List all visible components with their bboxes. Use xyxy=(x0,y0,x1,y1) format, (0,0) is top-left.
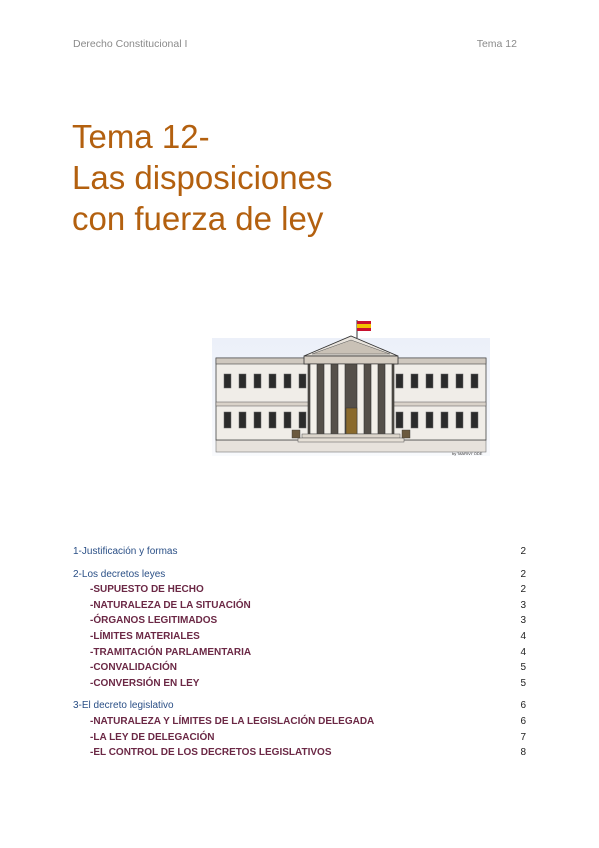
toc-subitem-label: -LA LEY DE DELEGACIÓN xyxy=(90,731,215,743)
toc-page-number: 4 xyxy=(520,646,526,658)
flag-icon xyxy=(357,320,371,338)
toc-subitem-row[interactable] xyxy=(73,645,526,661)
toc-page-number: 7 xyxy=(520,731,526,743)
header-topic: Tema 12 xyxy=(476,38,517,50)
toc-subitem-label: -NATURALEZA Y LÍMITES DE LA LEGISLACIÓN DELEGADA xyxy=(90,715,375,727)
toc-subitem-row[interactable] xyxy=(73,613,526,629)
toc-page-number: 6 xyxy=(520,715,526,727)
table-of-contents xyxy=(73,544,526,761)
toc-subitem-row[interactable] xyxy=(73,660,526,676)
toc-section-row[interactable] xyxy=(73,698,526,714)
toc-section-row[interactable] xyxy=(73,567,526,583)
toc-page-number: 2 xyxy=(520,584,526,596)
toc-page-number: 8 xyxy=(520,747,526,759)
toc-subitem-row[interactable] xyxy=(73,676,526,692)
title-line-3: con fuerza de ley xyxy=(72,200,324,237)
congress-building-illustration xyxy=(212,316,490,460)
toc-subitem-row[interactable] xyxy=(73,629,526,645)
illustration-signature: by 'MARIVI' ODE xyxy=(452,451,483,456)
header-course: Derecho Constitucional I xyxy=(73,38,188,50)
toc-subitem-row[interactable] xyxy=(73,745,526,761)
toc-page-number: 3 xyxy=(520,615,526,627)
toc-subitem-label: -SUPUESTO DE HECHO xyxy=(90,584,204,596)
toc-section-label: 3-El decreto legislativo xyxy=(73,700,174,712)
toc-subitem-label: -LÍMITES MATERIALES xyxy=(90,630,200,642)
toc-section-label: 2-Los decretos leyes xyxy=(73,568,166,580)
toc-gap xyxy=(73,691,526,698)
toc-page-number: 5 xyxy=(520,662,526,674)
page-header xyxy=(73,38,517,50)
title-line-2: Las disposiciones xyxy=(72,159,333,196)
toc-subitem-label: -CONVALIDACIÓN xyxy=(90,662,178,674)
page-title xyxy=(72,116,333,239)
toc-page-number: 2 xyxy=(520,546,526,557)
toc-section-label: 1-Justificación y formas xyxy=(73,546,178,557)
toc-subitem-row[interactable] xyxy=(73,714,526,730)
toc-page-number: 3 xyxy=(520,599,526,611)
title-line-1: Tema 12- xyxy=(72,118,210,155)
toc-subitem-label: -TRAMITACIÓN PARLAMENTARIA xyxy=(90,646,252,658)
toc-gap xyxy=(73,560,526,567)
toc-page-number: 6 xyxy=(520,700,526,712)
toc-subitem-row[interactable] xyxy=(73,730,526,746)
toc-page-number: 4 xyxy=(520,630,526,642)
toc-page-number: 2 xyxy=(520,568,526,580)
toc-subitem-label: -ÓRGANOS LEGITIMADOS xyxy=(90,615,218,627)
toc-subitem-row[interactable] xyxy=(73,582,526,598)
toc-subitem-label: -NATURALEZA DE LA SITUACIÓN xyxy=(90,599,251,611)
toc-subitem-label: -EL CONTROL DE LOS DECRETOS LEGISLATIVOS xyxy=(90,747,332,759)
toc-subitem-row[interactable] xyxy=(73,598,526,614)
toc-section-row[interactable] xyxy=(73,544,526,560)
toc-subitem-label: -CONVERSIÓN EN LEY xyxy=(90,677,200,689)
toc-page-number: 5 xyxy=(520,677,526,689)
